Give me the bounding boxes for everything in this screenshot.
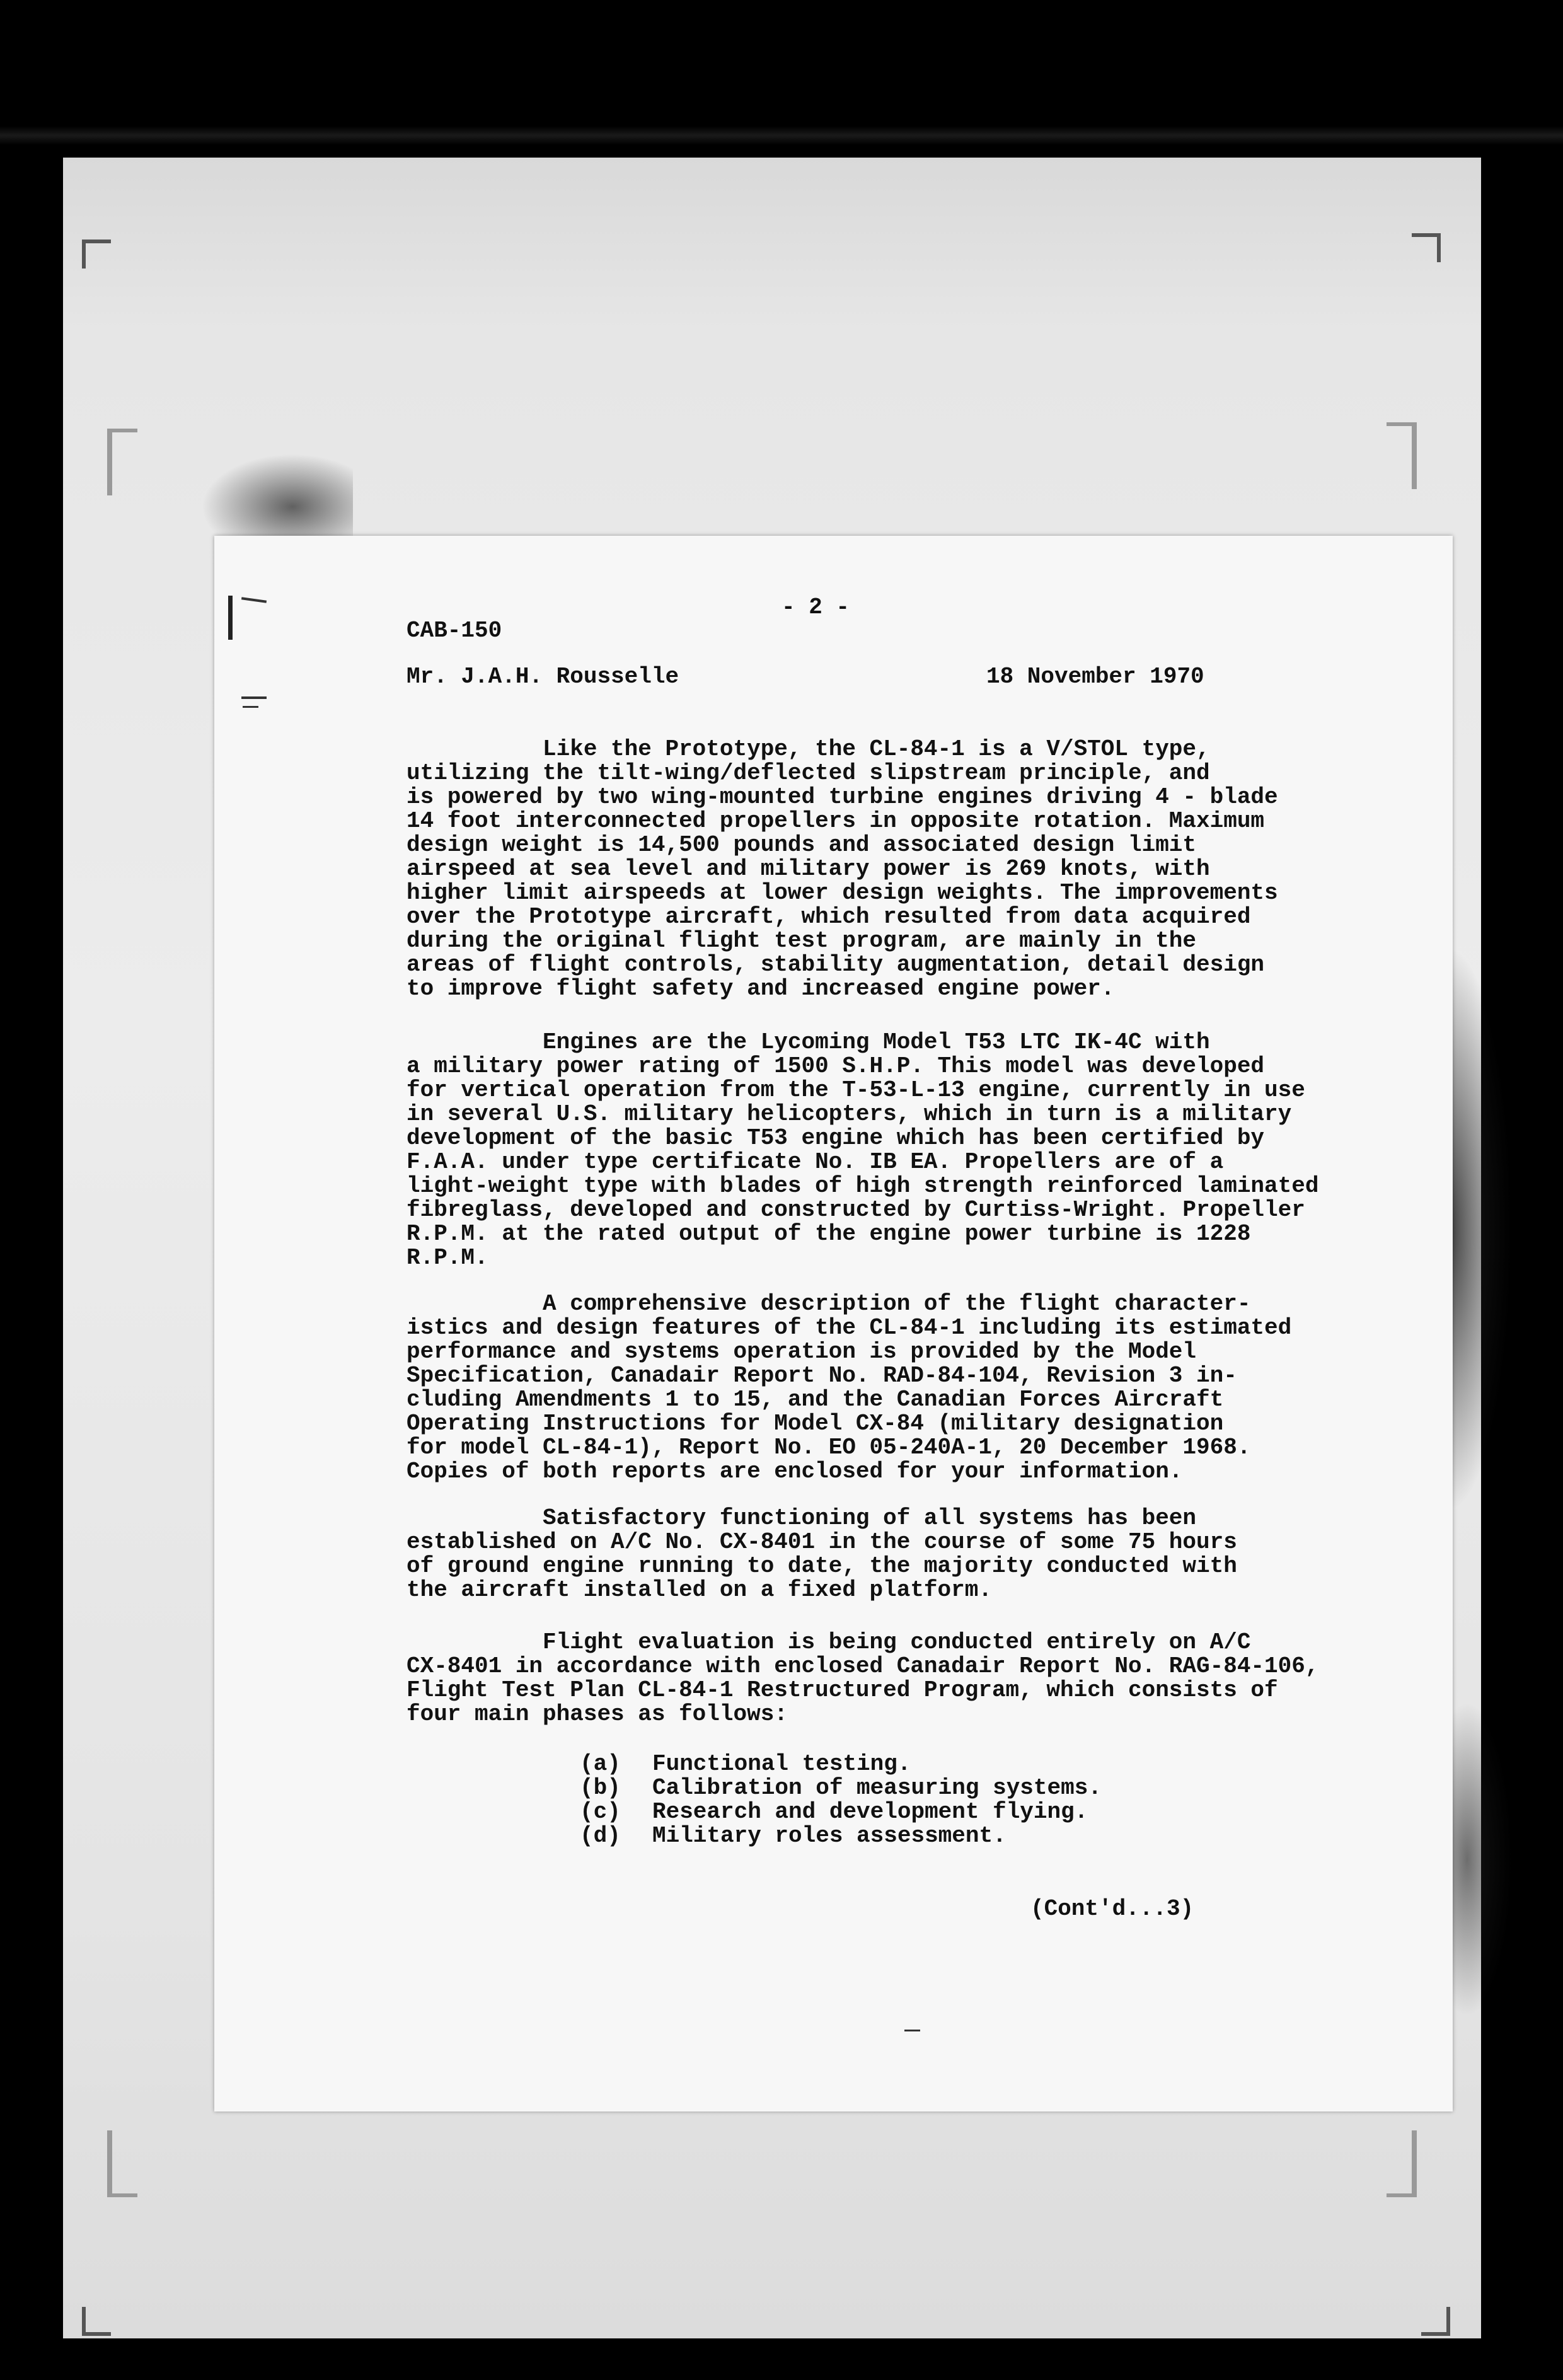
frame-bracket-upper-right bbox=[1387, 422, 1417, 489]
text-line: higher limit airspeeds at lower design weights. The improvements bbox=[407, 880, 1278, 906]
text-line: over the Prototype aircraft, which resulted from data acquired bbox=[407, 904, 1251, 930]
text-line: development of the basic T53 engine which has been certified by bbox=[407, 1125, 1265, 1151]
letter-date: 18 November 1970 bbox=[986, 664, 1204, 690]
list-marker: (c) bbox=[580, 1799, 621, 1825]
recipient: Mr. J.A.H. Rousselle bbox=[407, 664, 679, 690]
paragraph bbox=[407, 1506, 1237, 1602]
scan-top-border bbox=[0, 0, 1563, 158]
scan-shadow bbox=[202, 454, 353, 542]
text-line: fibreglass, developed and constructed by Curtiss-Wright. Propeller bbox=[407, 1197, 1305, 1223]
text-line: a military power rating of 1500 S.H.P. This model was developed bbox=[407, 1053, 1265, 1079]
page-number: - 2 - bbox=[782, 594, 850, 620]
crop-mark-top-left bbox=[82, 240, 111, 269]
text-line: four main phases as follows: bbox=[407, 1701, 788, 1727]
paragraph bbox=[407, 1631, 1318, 1726]
text-line: utilizing the tilt-wing/deflected slipstream principle, and bbox=[407, 760, 1210, 786]
text-line: R.P.M. bbox=[407, 1245, 488, 1271]
text-line: Engines are the Lycoming Model T53 LTC IK-4C with bbox=[407, 1029, 1210, 1055]
paragraph bbox=[407, 1292, 1291, 1484]
frame-bracket-lower-right bbox=[1387, 2130, 1417, 2197]
crop-mark-bottom-right bbox=[1421, 2307, 1450, 2336]
list-item bbox=[580, 1824, 1102, 1848]
text-line: Operating Instructions for Model CX-84 (military designation bbox=[407, 1411, 1224, 1436]
crop-mark-top-right bbox=[1412, 233, 1441, 262]
frame-bracket-upper-left bbox=[107, 429, 137, 495]
continuation-note: (Cont'd...3) bbox=[1030, 1896, 1194, 1922]
text-line: 14 foot interconnected propellers in opposite rotation. Maximum bbox=[407, 808, 1265, 834]
text-line: during the original flight test program, are mainly in the bbox=[407, 928, 1197, 954]
text-line: for model CL-84-1), Report No. EO 05-240A-1, 20 December 1968. bbox=[407, 1435, 1251, 1460]
margin-mark bbox=[241, 597, 267, 603]
list-item-text: Functional testing. bbox=[652, 1751, 911, 1777]
text-line: istics and design features of the CL-84-1 including its estimated bbox=[407, 1315, 1292, 1341]
paragraph bbox=[407, 1031, 1318, 1270]
text-line: A comprehensive description of the flight character- bbox=[407, 1291, 1251, 1317]
text-line: performance and systems operation is provided by the Model bbox=[407, 1339, 1197, 1365]
file-reference: CAB-150 bbox=[407, 618, 502, 644]
text-line: for vertical operation from the T-53-L-13 engine, currently in use bbox=[407, 1077, 1305, 1103]
margin-mark bbox=[228, 596, 233, 640]
list-item-text: Military roles assessment. bbox=[652, 1823, 1006, 1849]
text-line: of ground engine running to date, the majority conducted with bbox=[407, 1553, 1237, 1579]
paragraph bbox=[407, 737, 1278, 1001]
list-marker: (a) bbox=[580, 1751, 621, 1777]
list-item bbox=[580, 1800, 1102, 1824]
crop-mark-bottom-left bbox=[82, 2307, 111, 2336]
phase-list bbox=[580, 1752, 1102, 1848]
margin-mark bbox=[904, 2030, 920, 2031]
margin-mark bbox=[241, 696, 267, 699]
list-item bbox=[580, 1752, 1102, 1776]
list-item-text: Calibration of measuring systems. bbox=[652, 1775, 1102, 1801]
text-line: established on A/C No. CX-8401 in the course of some 75 hours bbox=[407, 1529, 1237, 1555]
list-item-text: Research and development flying. bbox=[652, 1799, 1088, 1825]
text-line: design weight is 14,500 pounds and associated design limit bbox=[407, 832, 1197, 858]
text-line: Specification, Canadair Report No. RAD-84-104, Revision 3 in- bbox=[407, 1363, 1237, 1389]
text-line: F.A.A. under type certificate No. IB EA. Propellers are of a bbox=[407, 1149, 1224, 1175]
text-line: airspeed at sea level and military power is 269 knots, with bbox=[407, 856, 1210, 882]
text-line: Like the Prototype, the CL-84-1 is a V/STOL type, bbox=[407, 736, 1210, 762]
text-line: Satisfactory functioning of all systems has been bbox=[407, 1505, 1197, 1531]
text-line: the aircraft installed on a fixed platform. bbox=[407, 1577, 992, 1603]
text-line: R.P.M. at the rated output of the engine power turbine is 1228 bbox=[407, 1221, 1251, 1247]
list-marker: (b) bbox=[580, 1775, 621, 1801]
text-line: to improve flight safety and increased engine power. bbox=[407, 976, 1115, 1002]
text-line: is powered by two wing-mounted turbine engines driving 4 - blade bbox=[407, 784, 1278, 810]
text-line: light-weight type with blades of high strength reinforced laminated bbox=[407, 1173, 1319, 1199]
text-line: CX-8401 in accordance with enclosed Canadair Report No. RAG-84-106, bbox=[407, 1653, 1319, 1679]
text-line: areas of flight controls, stability augmentation, detail design bbox=[407, 952, 1265, 978]
list-item bbox=[580, 1776, 1102, 1800]
text-line: Flight evaluation is being conducted entirely on A/C bbox=[407, 1629, 1251, 1655]
text-line: in several U.S. military helicopters, which in turn is a military bbox=[407, 1101, 1292, 1127]
text-line: Flight Test Plan CL-84-1 Restructured Program, which consists of bbox=[407, 1677, 1278, 1703]
margin-mark bbox=[243, 706, 258, 708]
list-marker: (d) bbox=[580, 1823, 621, 1849]
text-line: Copies of both reports are enclosed for your information. bbox=[407, 1459, 1183, 1484]
letter-page bbox=[214, 536, 1453, 2111]
frame-bracket-lower-left bbox=[107, 2130, 137, 2197]
text-line: cluding Amendments 1 to 15, and the Canadian Forces Aircraft bbox=[407, 1387, 1224, 1412]
